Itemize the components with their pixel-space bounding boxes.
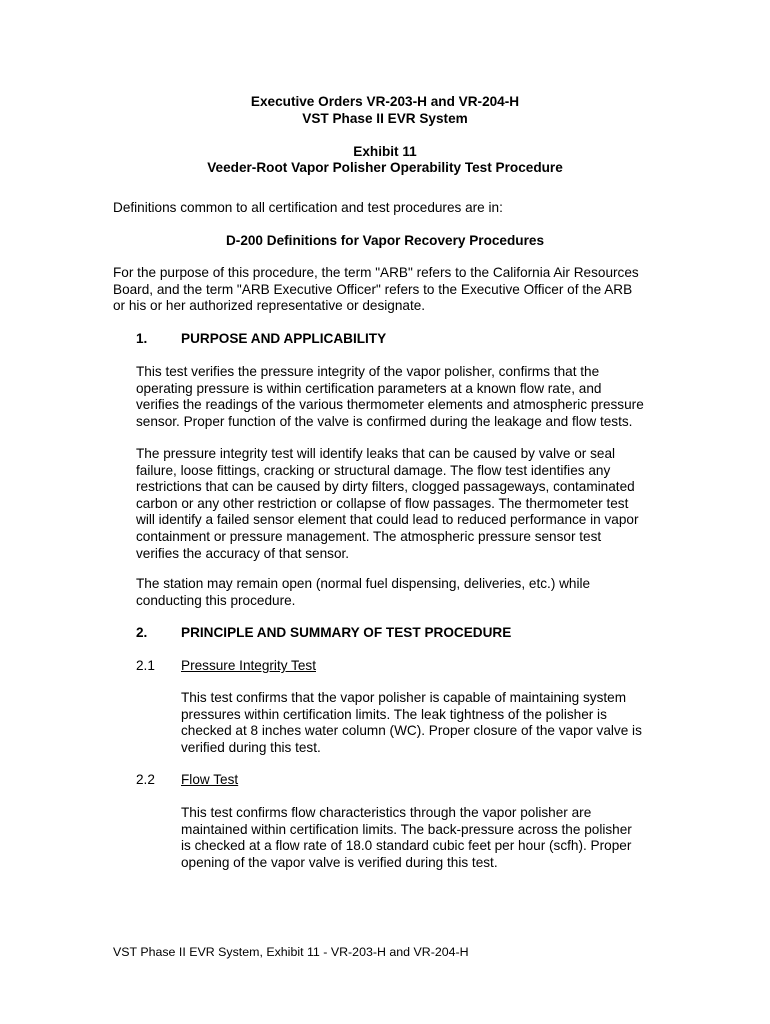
paragraph-line: The pressure integrity test will identify leaks that can be caused by valve or seal bbox=[136, 446, 616, 461]
paragraph-line: checked at 8 inches water column (WC). Proper closure of the vapor valve is bbox=[181, 723, 642, 739]
paragraph-line: This test confirms that the vapor polisher is capable of maintaining system bbox=[181, 690, 627, 705]
page-footer: VST Phase II EVR System, Exhibit 11 - VR-203-H and VR-204-H bbox=[113, 945, 469, 959]
section-1-paragraph-2 bbox=[136, 446, 696, 562]
paragraph-line: will identify a failed sensor element that could lead to reduced performance in vapor bbox=[136, 512, 639, 528]
paragraph-line: The station may remain open (normal fuel dispensing, deliveries, etc.) while bbox=[136, 576, 591, 591]
section-2-number: 2. bbox=[136, 625, 148, 640]
paragraph-line: restrictions that can be caused by dirty filters, clogged passageways, contaminated bbox=[136, 479, 635, 495]
arb-line: Board, and the term "ARB Executive Officer" refers to the Executive Officer of the ARB bbox=[113, 281, 633, 297]
section-1-paragraph-1 bbox=[136, 364, 696, 430]
header-executive-orders: Executive Orders VR-203-H and VR-204-H bbox=[250, 94, 520, 109]
paragraph-line: verifies the accuracy of that sensor. bbox=[136, 545, 350, 561]
paragraph-line: pressures within certification limits. The leak tightness of the polisher is bbox=[181, 706, 607, 722]
arb-paragraph bbox=[113, 265, 673, 315]
paragraph-line: sensor. Proper function of the valve is confirmed during the leakage and flow tests. bbox=[136, 413, 633, 429]
document-title: Veeder-Root Vapor Polisher Operability Test Procedure bbox=[207, 160, 563, 175]
section-1-paragraph-3 bbox=[136, 576, 696, 609]
paragraph-line: This test verifies the pressure integrity of the vapor polisher, confirms that the bbox=[136, 364, 600, 379]
arb-line: or his or her authorized representative or designate. bbox=[113, 298, 426, 314]
header-exhibit: Exhibit 11 bbox=[353, 144, 417, 159]
section-1-heading: PURPOSE AND APPLICABILITY bbox=[181, 331, 387, 346]
subsection-2-2-paragraph bbox=[181, 805, 721, 871]
section-2-heading: PRINCIPLE AND SUMMARY OF TEST PROCEDURE bbox=[181, 625, 512, 640]
paragraph-line: conducting this procedure. bbox=[136, 592, 296, 608]
paragraph-line: verified during this test. bbox=[181, 739, 321, 755]
definitions-reference: D-200 Definitions for Vapor Recovery Procedures bbox=[225, 233, 545, 248]
paragraph-line: maintained within certification limits. The back-pressure across the polisher bbox=[181, 821, 632, 837]
arb-line: For the purpose of this procedure, the term "ARB" refers to the California Air Resources bbox=[113, 265, 639, 280]
subsection-2-1-number: 2.1 bbox=[136, 658, 155, 673]
subsection-2-1-paragraph bbox=[181, 690, 721, 756]
definitions-intro: Definitions common to all certification and test procedures are in: bbox=[113, 200, 503, 215]
paragraph-line: verifies the readings of the various thermometer elements and atmospheric pressure bbox=[136, 397, 644, 413]
subsection-2-1-heading: Pressure Integrity Test bbox=[181, 658, 316, 673]
subsection-2-2-heading: Flow Test bbox=[181, 772, 239, 787]
paragraph-line: opening of the vapor valve is verified during this test. bbox=[181, 854, 498, 870]
subsection-2-2-number: 2.2 bbox=[136, 772, 155, 787]
paragraph-line: carbon or any other restriction or collapse of flow passages. The thermometer test bbox=[136, 495, 629, 511]
header-system-name: VST Phase II EVR System bbox=[302, 111, 468, 126]
paragraph-line: containment or pressure management. The atmospheric pressure sensor test bbox=[136, 528, 602, 544]
paragraph-line: failure, loose fittings, cracking or structural damage. The flow test identifies any bbox=[136, 462, 611, 478]
section-1-number: 1. bbox=[136, 331, 148, 346]
paragraph-line: operating pressure is within certification parameters at a known flow rate, and bbox=[136, 380, 602, 396]
paragraph-line: This test confirms flow characteristics through the vapor polisher are bbox=[181, 805, 592, 820]
paragraph-line: is checked at a flow rate of 18.0 standard cubic feet per hour (scfh). Proper bbox=[181, 838, 632, 854]
